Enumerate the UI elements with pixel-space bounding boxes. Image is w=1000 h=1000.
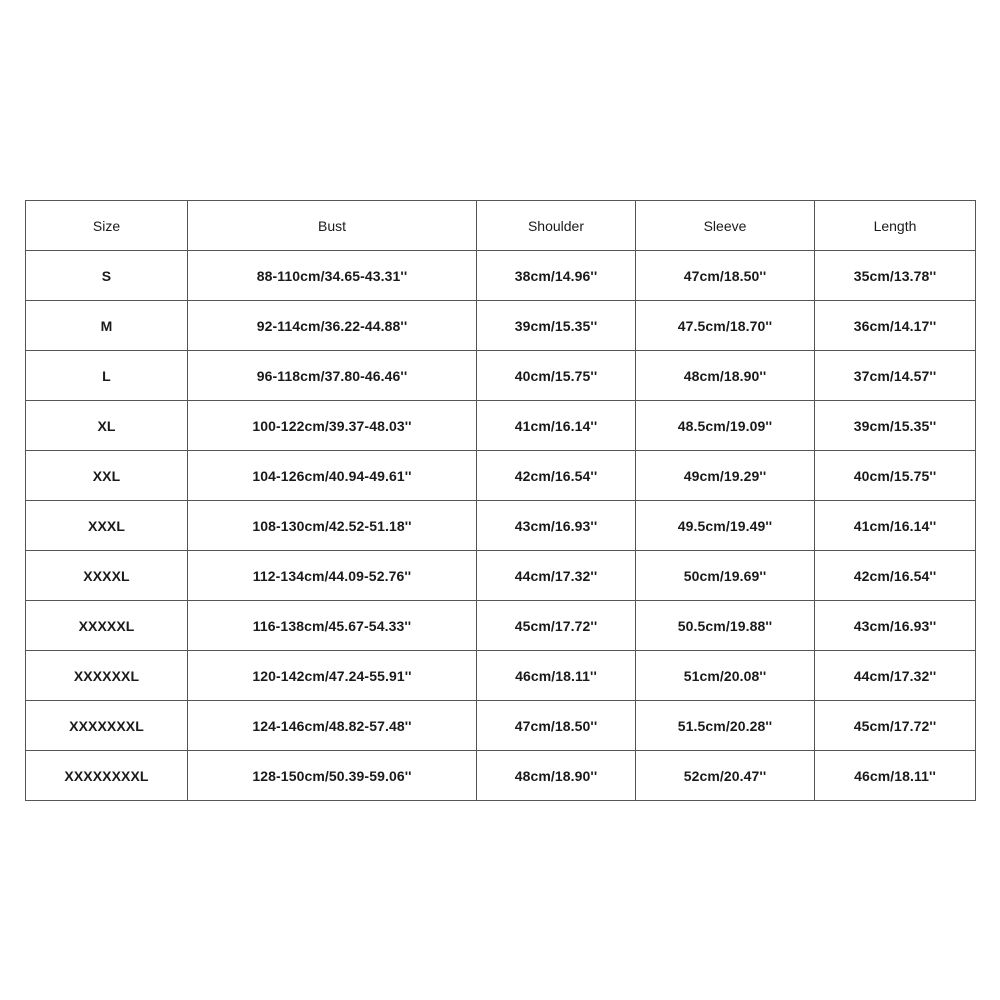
cell-length: 42cm/16.54'' [815, 551, 976, 601]
size-chart-table [25, 200, 976, 801]
cell-bust: 120-142cm/47.24-55.91'' [188, 651, 477, 701]
header-length: Length [815, 201, 976, 251]
cell-size: XXL [26, 451, 188, 501]
cell-size: XL [26, 401, 188, 451]
table-row [26, 751, 976, 801]
cell-size: S [26, 251, 188, 301]
cell-length: 43cm/16.93'' [815, 601, 976, 651]
cell-sleeve: 51cm/20.08'' [636, 651, 815, 701]
cell-length: 40cm/15.75'' [815, 451, 976, 501]
table-row [26, 551, 976, 601]
table-row [26, 251, 976, 301]
cell-shoulder: 41cm/16.14'' [477, 401, 636, 451]
cell-size: L [26, 351, 188, 401]
table-row [26, 501, 976, 551]
cell-bust: 104-126cm/40.94-49.61'' [188, 451, 477, 501]
cell-size: XXXXXXXXL [26, 751, 188, 801]
table-row [26, 651, 976, 701]
cell-sleeve: 49.5cm/19.49'' [636, 501, 815, 551]
cell-bust: 124-146cm/48.82-57.48'' [188, 701, 477, 751]
cell-shoulder: 48cm/18.90'' [477, 751, 636, 801]
table-body [26, 251, 976, 801]
cell-sleeve: 49cm/19.29'' [636, 451, 815, 501]
cell-sleeve: 50cm/19.69'' [636, 551, 815, 601]
table-row [26, 701, 976, 751]
cell-bust: 128-150cm/50.39-59.06'' [188, 751, 477, 801]
cell-size: XXXXXXL [26, 651, 188, 701]
header-row [26, 201, 976, 251]
cell-length: 39cm/15.35'' [815, 401, 976, 451]
cell-sleeve: 51.5cm/20.28'' [636, 701, 815, 751]
cell-length: 44cm/17.32'' [815, 651, 976, 701]
cell-sleeve: 48.5cm/19.09'' [636, 401, 815, 451]
cell-size: XXXL [26, 501, 188, 551]
cell-length: 45cm/17.72'' [815, 701, 976, 751]
cell-size: M [26, 301, 188, 351]
table-row [26, 351, 976, 401]
cell-shoulder: 45cm/17.72'' [477, 601, 636, 651]
cell-length: 35cm/13.78'' [815, 251, 976, 301]
cell-length: 37cm/14.57'' [815, 351, 976, 401]
cell-sleeve: 47cm/18.50'' [636, 251, 815, 301]
cell-sleeve: 48cm/18.90'' [636, 351, 815, 401]
cell-sleeve: 47.5cm/18.70'' [636, 301, 815, 351]
cell-length: 41cm/16.14'' [815, 501, 976, 551]
cell-size: XXXXXXXL [26, 701, 188, 751]
cell-bust: 88-110cm/34.65-43.31'' [188, 251, 477, 301]
table-row [26, 451, 976, 501]
header-sleeve: Sleeve [636, 201, 815, 251]
cell-shoulder: 46cm/18.11'' [477, 651, 636, 701]
cell-length: 46cm/18.11'' [815, 751, 976, 801]
table-row [26, 301, 976, 351]
cell-bust: 116-138cm/45.67-54.33'' [188, 601, 477, 651]
cell-bust: 92-114cm/36.22-44.88'' [188, 301, 477, 351]
header-shoulder: Shoulder [477, 201, 636, 251]
cell-shoulder: 42cm/16.54'' [477, 451, 636, 501]
cell-shoulder: 38cm/14.96'' [477, 251, 636, 301]
table-header [26, 201, 976, 251]
table-row [26, 601, 976, 651]
cell-sleeve: 50.5cm/19.88'' [636, 601, 815, 651]
cell-shoulder: 43cm/16.93'' [477, 501, 636, 551]
cell-size: XXXXXL [26, 601, 188, 651]
table-row [26, 401, 976, 451]
cell-shoulder: 39cm/15.35'' [477, 301, 636, 351]
cell-bust: 108-130cm/42.52-51.18'' [188, 501, 477, 551]
cell-shoulder: 40cm/15.75'' [477, 351, 636, 401]
cell-bust: 96-118cm/37.80-46.46'' [188, 351, 477, 401]
cell-sleeve: 52cm/20.47'' [636, 751, 815, 801]
cell-bust: 100-122cm/39.37-48.03'' [188, 401, 477, 451]
cell-shoulder: 47cm/18.50'' [477, 701, 636, 751]
cell-size: XXXXL [26, 551, 188, 601]
header-bust: Bust [188, 201, 477, 251]
header-size: Size [26, 201, 188, 251]
cell-bust: 112-134cm/44.09-52.76'' [188, 551, 477, 601]
cell-length: 36cm/14.17'' [815, 301, 976, 351]
cell-shoulder: 44cm/17.32'' [477, 551, 636, 601]
